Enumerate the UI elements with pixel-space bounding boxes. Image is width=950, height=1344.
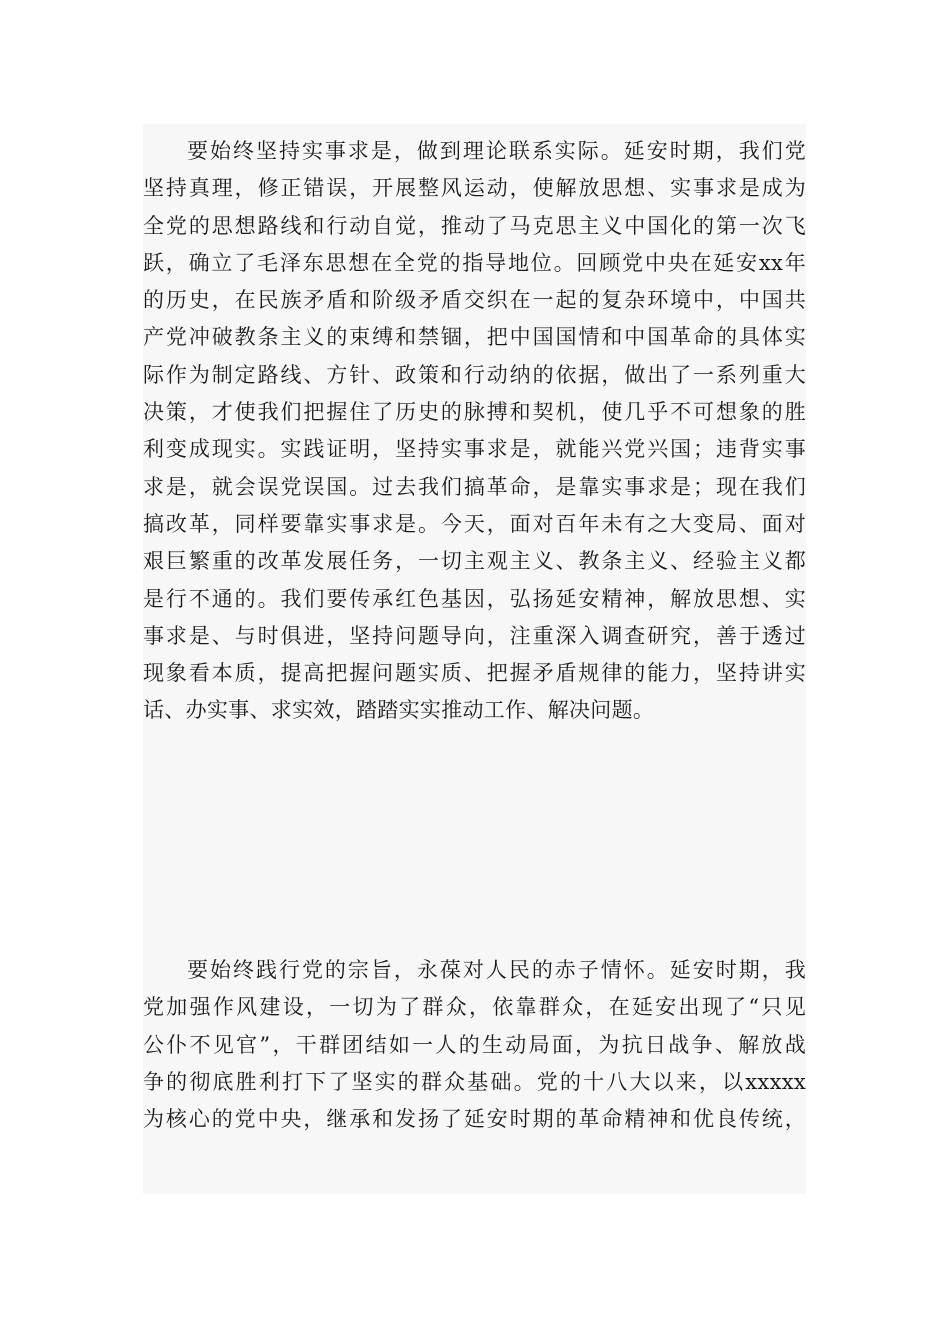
paragraph-line: 求是，就会误党误国。过去我们搞革命，是靠实事求是；现在我们 — [143, 474, 806, 499]
paragraph-line: 的历史，在民族矛盾和阶级矛盾交织在一起的复杂环境中，中国共 — [143, 288, 806, 313]
paragraph-line: 争的彻底胜利打下了坚实的群众基础。党的十八大以来，以xxxxx — [143, 1069, 806, 1094]
paragraph-line: 产党冲破教条主义的束缚和禁锢，把中国国情和中国革命的具体实 — [143, 325, 806, 350]
paragraph-line: 是行不通的。我们要传承红色基因，弘扬延安精神，解放思想、实 — [143, 586, 806, 611]
paragraph-line: 艰巨繁重的改革发展任务，一切主观主义、教条主义、经验主义都 — [143, 549, 806, 574]
paragraph-line: 要始终践行党的宗旨，永葆对人民的赤子情怀。延安时期，我 — [187, 958, 806, 982]
paragraph-line: 公仆不见官”，干群团结如一人的生动局面，为抗日战争、解放战 — [143, 1032, 806, 1057]
paragraph-line: 全党的思想路线和行动自觉，推动了马克思主义中国化的第一次飞 — [143, 213, 806, 238]
paragraph-line: 为核心的党中央，继承和发扬了延安时期的革命精神和优良传统， — [143, 1107, 806, 1132]
paragraph-line: 跃，确立了毛泽东思想在全党的指导地位。回顾党中央在延安xx年 — [143, 250, 806, 275]
document-text-block — [143, 124, 806, 1194]
paragraph-line: 利变成现实。实践证明，坚持实事求是，就能兴党兴国；违背实事 — [143, 437, 806, 462]
paragraph-serve-people — [143, 952, 806, 1138]
paragraph-line: 决策，才使我们把握住了历史的脉搏和契机，使几乎不可想象的胜 — [143, 400, 806, 425]
paragraph-line: 搞改革，同样要靠实事求是。今天，面对百年未有之大变局、面对 — [143, 511, 806, 536]
paragraph-line: 际作为制定路线、方针、政策和行动纳的依据，做出了一系列重大 — [143, 362, 806, 387]
paragraph-seek-truth — [143, 133, 806, 730]
paragraph-line: 现象看本质，提高把握问题实质、把握矛盾规律的能力，坚持讲实 — [143, 661, 806, 686]
paragraph-line: 事求是、与时俱进，坚持问题导向，注重深入调查研究，善于透过 — [143, 623, 806, 648]
paragraph-line: 要始终坚持实事求是，做到理论联系实际。延安时期，我们党 — [187, 139, 806, 163]
paragraph-line: 党加强作风建设，一切为了群众，依靠群众，在延安出现了“只见 — [143, 995, 806, 1020]
paragraph-line: 话、办实事、求实效，踏踏实实推动工作、解决问题。 — [143, 698, 655, 723]
paragraph-line: 坚持真理，修正错误，开展整风运动，使解放思想、实事求是成为 — [143, 176, 806, 201]
